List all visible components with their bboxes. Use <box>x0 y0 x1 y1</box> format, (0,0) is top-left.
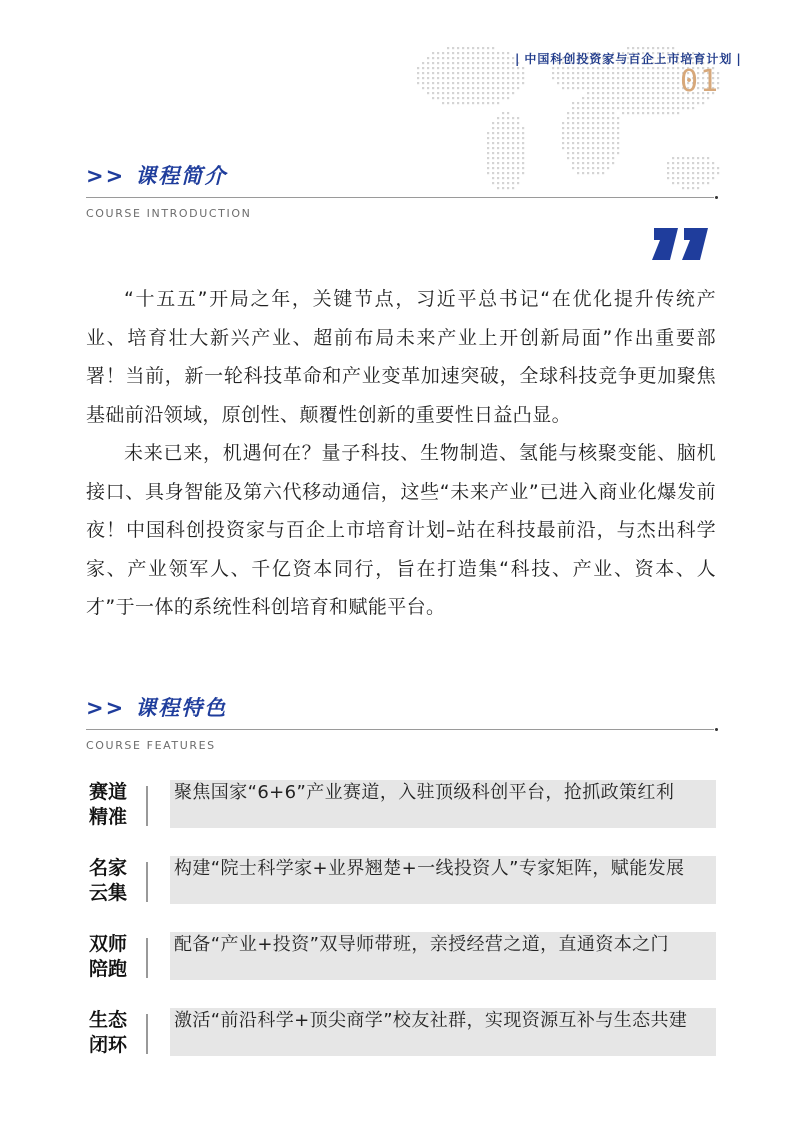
features-subtitle: COURSE FEATURES <box>86 739 216 752</box>
feature-description: 配备“产业+投资”双导师带班，亲授经营之道，直通资本之门 <box>170 932 716 980</box>
feature-name: 双师 陪跑 <box>88 933 127 980</box>
feature-name: 生态 闭环 <box>88 1009 127 1056</box>
feature-separator <box>146 1014 148 1054</box>
page-number: 01 <box>680 64 721 99</box>
feature-item <box>84 856 716 906</box>
section-arrows-icon: >> <box>86 696 126 720</box>
section-title-intro <box>86 160 227 190</box>
feature-separator <box>146 938 148 978</box>
feature-item <box>84 932 716 982</box>
intro-paragraph: 未来已来，机遇何在？量子科技、生物制造、氢能与核聚变能、脑机接口、具身智能及第六代移动通信，这些“未来产业”已进入商业化爆发前夜！中国科创投资家与百企上市培育计划–站在科技最前沿，与杰出科学家、产业领军人、千亿资本同行，旨在打造集“科技、产业、资本、人才”于一体的系统性科创培育和赋能平台。 <box>86 442 716 618</box>
feature-name: 赛道 精准 <box>88 781 127 828</box>
program-header: | 中国科创投资家与百企上市培育计划 | <box>515 52 742 66</box>
feature-name: 名家 云集 <box>88 857 127 904</box>
section-divider <box>86 729 714 730</box>
section-divider <box>86 197 714 198</box>
quote-mark-icon <box>652 226 710 262</box>
section-title-features <box>86 692 227 722</box>
intro-paragraph: “十五五”开局之年，关键节点，习近平总书记“在优化提升传统产业、培育壮大新兴产业、超前布局未来产业上开创新局面”作出重要部署！当前，新一轮科技革命和产业变革加速突破，全球科技竞争更加聚焦基础前沿领域，原创性、颠覆性创新的重要性日益凸显。 <box>86 288 716 426</box>
feature-separator <box>146 786 148 826</box>
intro-subtitle: COURSE INTRODUCTION <box>86 207 252 220</box>
feature-item <box>84 780 716 830</box>
feature-description: 构建“院士科学家+业界翘楚+一线投资人”专家矩阵，赋能发展 <box>170 856 716 904</box>
feature-separator <box>146 862 148 902</box>
program-title: 中国科创投资家与百企上市培育计划 <box>524 52 733 66</box>
section-arrows-icon: >> <box>86 164 126 188</box>
feature-description: 激活“前沿科学+顶尖商学”校友社群，实现资源互补与生态共建 <box>170 1008 716 1056</box>
feature-description: 聚焦国家“6+6”产业赛道，入驻顶级科创平台，抢抓政策红利 <box>170 780 716 828</box>
intro-title: 课程简介 <box>135 164 228 188</box>
feature-item <box>84 1008 716 1058</box>
features-title: 课程特色 <box>135 696 228 720</box>
